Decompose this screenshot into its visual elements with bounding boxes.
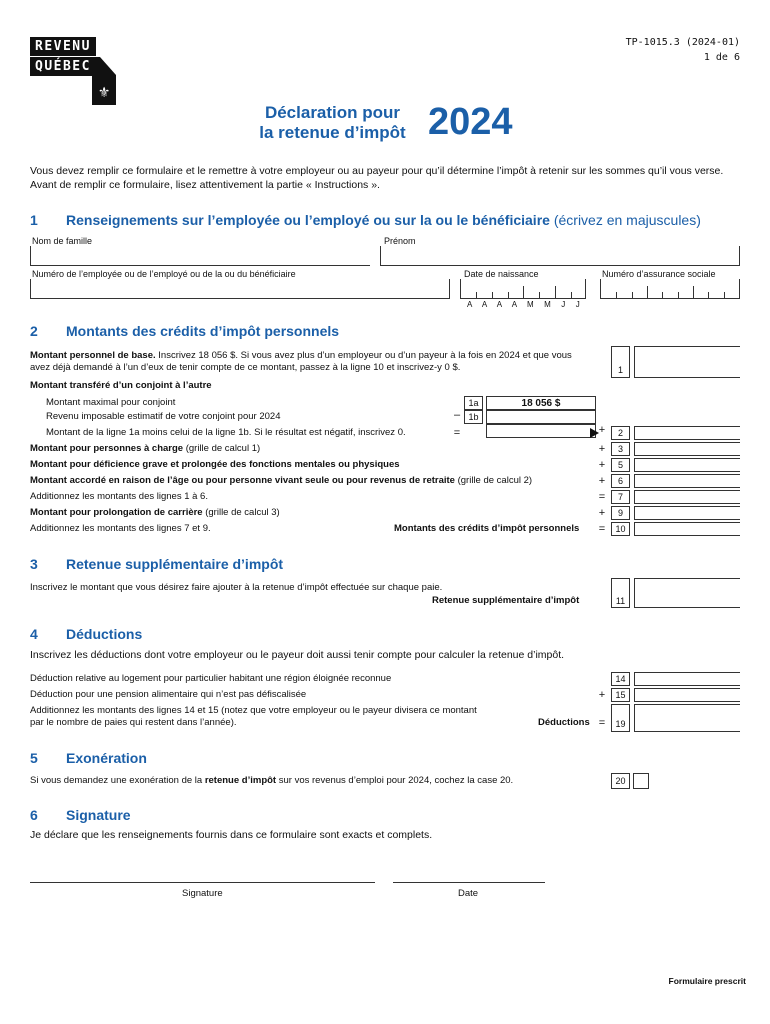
line-15-number: 15	[611, 688, 630, 702]
line-7-label: Additionnez les montants des lignes 1 à 6.	[30, 491, 208, 502]
line-7-operator: =	[598, 491, 606, 503]
line-3-amount[interactable]	[634, 442, 740, 456]
intro-text	[30, 164, 750, 192]
line-10-amount[interactable]	[634, 522, 740, 536]
section-3-number: 3	[30, 556, 38, 572]
line-19-operator: =	[598, 717, 606, 729]
exoneration-checkbox[interactable]	[633, 773, 649, 789]
line-10-operator: =	[598, 523, 606, 535]
section-1-title	[66, 212, 701, 228]
section-4-title: Déductions	[66, 626, 143, 642]
form-title	[250, 103, 415, 143]
line-1a-1b-diff-label: Montant de la ligne 1a moins celui de la ligne 1b. Si le résultat est négatif, inscrivez 0.	[46, 427, 406, 438]
date-label: Date	[458, 888, 479, 899]
line-7-amount[interactable]	[634, 490, 740, 504]
line-1-number: 1	[611, 346, 630, 378]
line-3-label-bold: Montant pour personnes à charge	[30, 443, 184, 454]
line-3-number: 3	[611, 442, 630, 456]
line-1a-amount[interactable]: 18 056 $	[486, 396, 596, 410]
nom-field[interactable]	[30, 246, 370, 266]
line-3-operator: +	[598, 443, 606, 455]
line-6-number: 6	[611, 474, 630, 488]
line-2-amount[interactable]	[634, 426, 740, 440]
section-5-text-post: sur vos revenus d’emploi pour 2024, cochez la case 20.	[276, 775, 514, 786]
line-1b-operator: –	[453, 409, 461, 421]
nas-field[interactable]	[600, 279, 740, 299]
base-amount-line-2: avez déjà demandé à l’un d’eux de tenir compte de ce montant, passez à la ligne 10 et inscrivez-y 0 $.	[30, 362, 461, 373]
form-code: TP-1015.3 (2024-01)	[625, 37, 740, 48]
line-11-label: Retenue supplémentaire d’impôt	[432, 595, 580, 606]
line-15-label: Déduction pour une pension alimentaire qui n’est pas défiscalisée	[30, 689, 307, 700]
nas-label: Numéro d’assurance sociale	[602, 269, 716, 279]
signature-line[interactable]	[30, 882, 375, 883]
line-6-label-bold: Montant accordé en raison de l’âge ou pour personne vivant seule ou pour revenus de retraite	[30, 475, 455, 486]
line-6-amount[interactable]	[634, 474, 740, 488]
section-5-text-pre: Si vous demandez une exonération de la	[30, 775, 205, 786]
line-11-amount[interactable]	[634, 578, 740, 608]
line-3-label	[30, 443, 260, 455]
signature-label: Signature	[182, 888, 223, 899]
line-6-label-rest: (grille de calcul 2)	[454, 475, 533, 486]
line-15-operator: +	[598, 689, 606, 701]
line-5-label: Montant pour déficience grave et prolongée des fonctions mentales ou physiques	[30, 459, 400, 470]
line-9-label	[30, 507, 280, 519]
title-line-1: Déclaration pour	[264, 103, 401, 122]
line-19-desc-2: par le nombre de paies qui restent dans l’année).	[30, 717, 237, 728]
line-3-label-rest: (grille de calcul 1)	[183, 443, 261, 454]
line-2-operator: +	[598, 424, 606, 436]
line-19-desc	[30, 705, 477, 729]
line-1b-number: 1b	[464, 410, 483, 424]
line-5-operator: +	[598, 459, 606, 471]
section-6-number: 6	[30, 807, 38, 823]
section-2-number: 2	[30, 323, 38, 339]
section-1-number: 1	[30, 212, 38, 228]
logo-quebec: QUÉBEC	[30, 57, 96, 76]
line-6-label	[30, 475, 532, 487]
section-5-text-bold: retenue d’impôt	[204, 775, 277, 786]
line-14-number: 14	[611, 672, 630, 686]
line-1a-number: 1a	[464, 396, 483, 410]
line-10-desc: Additionnez les montants des lignes 7 et 9.	[30, 523, 211, 534]
line-1b-label: Revenu imposable estimatif de votre conjoint pour 2024	[46, 411, 281, 422]
dob-label: Date de naissance	[464, 269, 539, 279]
transfer-title: Montant transféré d’un conjoint à l’autre	[30, 380, 212, 391]
intro-line-1: Vous devez remplir ce formulaire et le remettre à votre employeur ou au payeur pour qu’il détermine l’impôt à retenir sur les sommes qu’il vous verse.	[30, 165, 724, 177]
section-2-title: Montants des crédits d’impôt personnels	[66, 323, 340, 339]
line-15-amount[interactable]	[634, 688, 740, 702]
prenom-label: Prénom	[384, 236, 416, 246]
prenom-field[interactable]	[380, 246, 740, 266]
line-9-amount[interactable]	[634, 506, 740, 520]
line-19-amount[interactable]	[634, 704, 740, 732]
section-5-number: 5	[30, 750, 38, 766]
line-14-label: Déduction relative au logement pour particulier habitant une région éloignée reconnue	[30, 673, 392, 684]
line-1a-1b-diff-amount[interactable]	[486, 424, 596, 438]
base-amount-line-1: Inscrivez 18 056 $. Si vous avez plus d’un employeur ou d’un payeur à la fois en 2024 et que vous	[155, 350, 572, 361]
dob-format: A A A A M M J J	[467, 300, 582, 309]
section-3-title: Retenue supplémentaire d’impôt	[66, 556, 284, 572]
line-19-number: 19	[611, 704, 630, 732]
line-19-label: Déductions	[538, 717, 590, 728]
title-line-2: la retenue d’impôt	[259, 123, 406, 142]
line-5-amount[interactable]	[634, 458, 740, 472]
section-6-title: Signature	[66, 807, 131, 823]
diff-operator: =	[453, 427, 461, 439]
line-5-number: 5	[611, 458, 630, 472]
section-5-title: Exonération	[66, 750, 147, 766]
form-year: 2024	[428, 101, 513, 143]
line-10-number: 10	[611, 522, 630, 536]
section-6-text: Je déclare que les renseignements fournis dans ce formulaire sont exacts et complets.	[30, 829, 433, 841]
line-11-number: 11	[611, 578, 630, 608]
dob-field[interactable]	[460, 279, 586, 299]
line-10-label: Montants des crédits d’impôt personnels	[394, 523, 580, 534]
base-amount-text	[30, 350, 572, 374]
base-amount-title: Montant personnel de base.	[30, 350, 156, 361]
line-19-desc-1: Additionnez les montants des lignes 14 et 15 (notez que votre employeur ou le payeur divisera ce montant	[30, 705, 477, 716]
section-3-text: Inscrivez le montant que vous désirez faire ajouter à la retenue d’impôt effectuée sur chaque paie.	[30, 582, 443, 593]
line-1-amount[interactable]	[634, 346, 740, 378]
section-1-title-text: Renseignements sur l’employée ou l’employé ou sur la ou le bénéficiaire	[66, 212, 550, 228]
date-line[interactable]	[393, 882, 545, 883]
intro-line-2: Avant de remplir ce formulaire, lisez attentivement la partie « Instructions ».	[30, 179, 380, 191]
line-6-operator: +	[598, 475, 606, 487]
line-14-amount[interactable]	[634, 672, 740, 686]
quebec-flag-icon	[92, 57, 122, 105]
line-1a-label: Montant maximal pour conjoint	[46, 397, 176, 408]
section-4-number: 4	[30, 626, 38, 642]
logo-revenu: REVENU	[30, 37, 96, 56]
prescribed-form-label: Formulaire prescrit	[668, 976, 746, 986]
section-1-title-note: (écrivez en majuscules)	[553, 212, 701, 228]
line-9-number: 9	[611, 506, 630, 520]
line-2-number: 2	[611, 426, 630, 440]
nom-label: Nom de famille	[32, 236, 93, 246]
line-7-number: 7	[611, 490, 630, 504]
line-9-label-bold: Montant pour prolongation de carrière	[30, 507, 203, 518]
line-9-label-rest: (grille de calcul 3)	[202, 507, 280, 518]
line-9-operator: +	[598, 507, 606, 519]
numero-field[interactable]	[30, 279, 450, 299]
box-20-number: 20	[611, 773, 630, 789]
numero-label: Numéro de l’employée ou de l’employé ou de la ou du bénéficiaire	[32, 269, 296, 279]
svg-text:⚜: ⚜	[97, 85, 111, 101]
line-1b-amount[interactable]	[486, 410, 596, 424]
page-number: 1 de 6	[703, 52, 740, 63]
section-5-text	[30, 775, 513, 787]
section-4-intro: Inscrivez les déductions dont votre employeur ou le payeur doit aussi tenir compte pour calculer la retenue d’impôt.	[30, 649, 565, 661]
